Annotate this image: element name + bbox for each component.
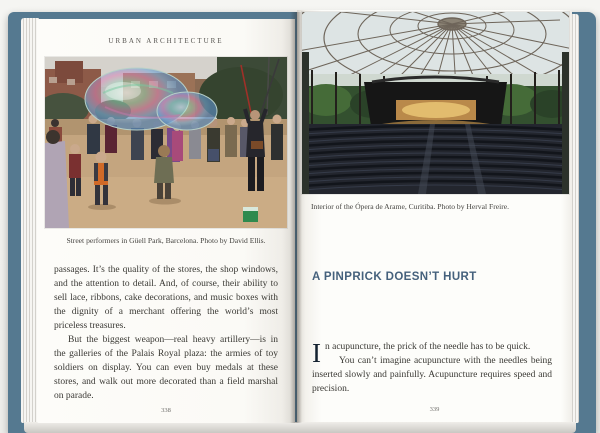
stage xyxy=(364,77,507,128)
left-body-text xyxy=(54,263,278,403)
section-heading: A PINPRICK DOESN’T HURT xyxy=(312,271,477,283)
right-page xyxy=(297,10,572,422)
paragraph: But the biggest weapon—real heavy artillery—is in the galleries of the Palais Royal plaza: the armies of toy soldiers on display. You can even buy medals at these stores, and walk out more decorated than a field marshal on parade. xyxy=(54,335,278,402)
book-gutter-shadow xyxy=(290,12,302,423)
right-photo-caption: Interior of the Ópera de Arame, Curitiba. Photo by Herval Freire. xyxy=(311,202,510,211)
opera-de-arame-photo xyxy=(302,12,569,194)
left-page-number: 338 xyxy=(161,407,171,414)
opening-line: n acupuncture, the prick of the needle has to be quick. xyxy=(325,342,531,352)
paragraph: passages. It’s the quality of the stores, the shop windows, and the attention to detail. And, of course, their ability to sell lace, ribbons, cake decorations, and music boxes with the dignity of a merchant offering the world’s most priceless treasures. xyxy=(54,265,278,332)
running-head: URBAN ARCHITECTURE xyxy=(108,37,224,45)
drop-cap: I xyxy=(312,338,321,368)
paragraph-with-dropcap xyxy=(312,338,552,368)
street-performers-photo xyxy=(45,57,287,228)
paragraph: You can’t imagine acupuncture with the needles being inserted slowly and painfully. Acupuncture requires speed and precision. xyxy=(312,356,552,395)
green-bucket xyxy=(243,207,258,222)
street-performers-illustration xyxy=(45,57,287,228)
left-page xyxy=(37,19,295,423)
opera-interior-illustration xyxy=(302,12,569,194)
bottom-page-stack-edge xyxy=(24,422,576,433)
right-body-text xyxy=(312,340,552,396)
right-page-number: 339 xyxy=(429,406,440,413)
left-photo-caption: Street performers in Güell Park, Barcelona. Photo by David Ellis. xyxy=(66,236,266,245)
auditorium-seats xyxy=(302,124,569,194)
